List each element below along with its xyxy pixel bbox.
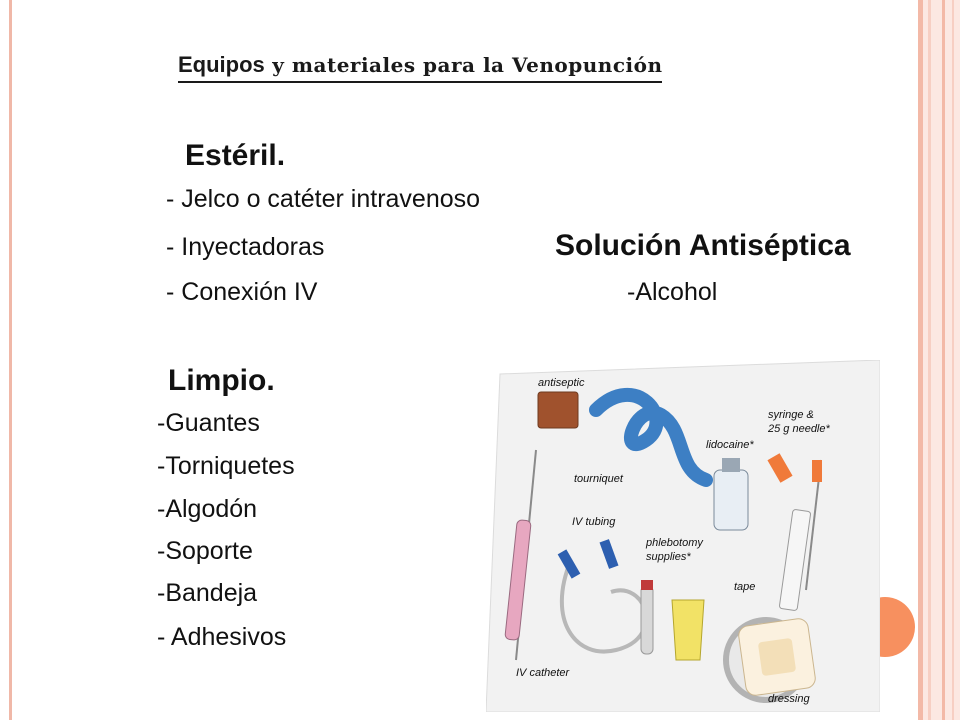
sterile-item-1: - Jelco o catéter intravenoso <box>166 185 481 213</box>
sterile-item-3: - Conexión IV <box>166 278 318 306</box>
clean-item-5: -Bandeja <box>157 579 258 607</box>
clean-item-3: -Algodón <box>157 495 258 523</box>
slide-title <box>178 50 662 83</box>
label-syringe: syringe & <box>768 409 814 421</box>
clean-item-6: - Adhesivos <box>157 623 287 651</box>
antiseptic-item-1: -Alcohol <box>627 278 718 306</box>
slide-frame-left <box>0 0 12 720</box>
lidocaine-vial-shape <box>714 470 748 530</box>
label-dressing: dressing <box>768 693 810 705</box>
venipuncture-supplies-illustration <box>486 360 880 712</box>
slide-frame-right <box>918 0 960 720</box>
sterile-heading: Estéril. <box>185 139 286 172</box>
clean-item-2: -Torniquetes <box>157 452 295 480</box>
label-antiseptic: antiseptic <box>538 377 585 389</box>
antiseptic-pad-shape <box>538 392 578 428</box>
label-supplies: supplies* <box>646 551 691 563</box>
label-iv-tubing: IV tubing <box>572 516 616 528</box>
label-phlebotomy: phlebotomy <box>646 537 703 549</box>
label-tape: tape <box>734 581 756 593</box>
phlebotomy-holder-shape <box>672 600 704 660</box>
label-lidocaine: lidocaine* <box>706 439 754 451</box>
clean-heading: Limpio. <box>168 364 275 397</box>
label-needle: 25 g needle* <box>768 423 830 435</box>
title-part-1: Equipos <box>178 52 265 77</box>
title-part-2: y materiales para la Venopunción <box>264 53 663 77</box>
label-tourniquet: tourniquet <box>574 473 623 485</box>
sterile-item-2: - Inyectadoras <box>166 233 325 261</box>
label-iv-catheter: IV catheter <box>516 667 570 679</box>
clean-item-4: -Soporte <box>157 537 253 565</box>
clean-item-1: -Guantes <box>157 409 260 437</box>
antiseptic-heading: Solución Antiséptica <box>555 229 851 262</box>
